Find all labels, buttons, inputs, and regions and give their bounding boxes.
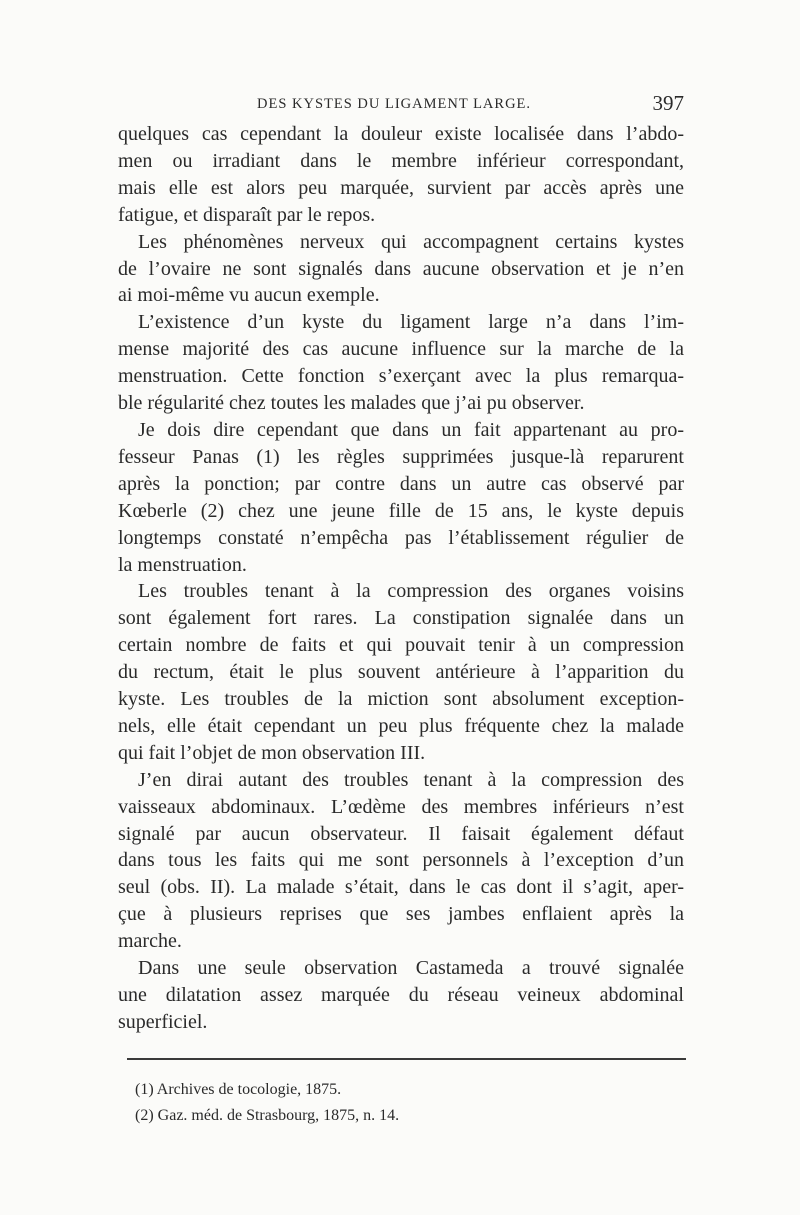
text-line: fatigue, et disparaît par le repos. xyxy=(118,203,376,226)
footnote-2: (2) Gaz. méd. de Strasbourg, 1875, n. 14. xyxy=(135,1107,400,1124)
footnote-divider xyxy=(127,1058,686,1060)
text-line: mais elle est alors peu marquée, survient par accès après une xyxy=(118,176,684,199)
text-line: après la ponction; par contre dans un autre cas observé par xyxy=(118,472,684,495)
text-line: nels, elle était cependant un peu plus fréquente chez la malade xyxy=(118,714,684,737)
text-line: seul (obs. II). La malade s’était, dans le cas dont il s’agit, aper- xyxy=(118,876,684,899)
text-line: kyste. Les troubles de la miction sont absolument exception- xyxy=(118,688,684,711)
running-title: DES KYSTES DU LIGAMENT LARGE. xyxy=(257,96,532,112)
text-line: ble régularité chez toutes les malades que j’ai pu observer. xyxy=(118,392,585,415)
paragraph xyxy=(118,417,684,578)
paragraph xyxy=(118,309,684,417)
text-line: longtemps constaté n’empêcha pas l’établissement régulier de xyxy=(118,526,684,549)
paragraph xyxy=(118,578,684,766)
text-line: menstruation. Cette fonction s’exerçant avec la plus remarqua- xyxy=(118,365,684,388)
text-line: certain nombre de faits et qui pouvait tenir à un compression xyxy=(118,634,684,657)
footnotes xyxy=(135,1077,635,1129)
text-line: Je dois dire cependant que dans un fait appartenant au pro- xyxy=(138,418,684,441)
text-line: de l’ovaire ne sont signalés dans aucune observation et je n’en xyxy=(118,257,684,280)
paragraph xyxy=(118,229,684,310)
text-line: une dilatation assez marquée du réseau veineux abdominal xyxy=(118,984,684,1006)
text-line: du rectum, était le plus souvent antérieure à l’apparition du xyxy=(118,661,684,684)
text-line: sont également fort rares. La constipation signalée dans un xyxy=(118,607,684,630)
body-text xyxy=(118,121,684,1036)
text-line: signalé par aucun observateur. Il faisait également défaut xyxy=(118,822,684,845)
text-line: superficiel. xyxy=(118,1010,208,1033)
text-line: ai moi-même vu aucun exemple. xyxy=(118,284,380,307)
text-line: J’en dirai autant des troubles tenant à la compression des xyxy=(138,768,684,791)
text-line: la menstruation. xyxy=(118,553,247,576)
text-line: vaisseaux abdominaux. L’œdème des membres inférieurs n’est xyxy=(118,795,684,818)
text-line: dans tous les faits qui me sont personnels à l’exception d’un xyxy=(118,849,684,872)
text-line: Les troubles tenant à la compression des organes voisins xyxy=(138,580,684,603)
text-line: L’existence d’un kyste du ligament large n’a dans l’im- xyxy=(138,311,684,334)
paragraph xyxy=(118,955,684,1036)
paragraph xyxy=(118,121,684,229)
text-line: Les phénomènes nerveux qui accompagnent certains kystes xyxy=(138,230,684,253)
text-line: mense majorité des cas aucune influence sur la marche de la xyxy=(118,338,684,361)
paragraph xyxy=(118,767,684,955)
running-head xyxy=(118,91,684,118)
text-line: qui fait l’objet de mon observation III. xyxy=(118,741,426,764)
text-line: Kœberle (2) chez une jeune fille de 15 ans, le kyste depuis xyxy=(118,499,684,522)
text-line: Dans une seule observation Castameda a trouvé signalée xyxy=(138,957,684,980)
text-line: fesseur Panas (1) les règles supprimées jusque-là reparurent xyxy=(118,445,684,468)
text-line: quelques cas cependant la douleur existe localisée dans l’abdo- xyxy=(118,123,684,145)
footnote-1: (1) Archives de tocologie, 1875. xyxy=(135,1081,342,1098)
text-line: marche. xyxy=(118,930,182,953)
page-number: 397 xyxy=(652,91,684,115)
text-line: çue à plusieurs reprises que ses jambes enflaient après la xyxy=(118,903,684,926)
text-line: men ou irradiant dans le membre inférieur correspondant, xyxy=(118,149,684,172)
